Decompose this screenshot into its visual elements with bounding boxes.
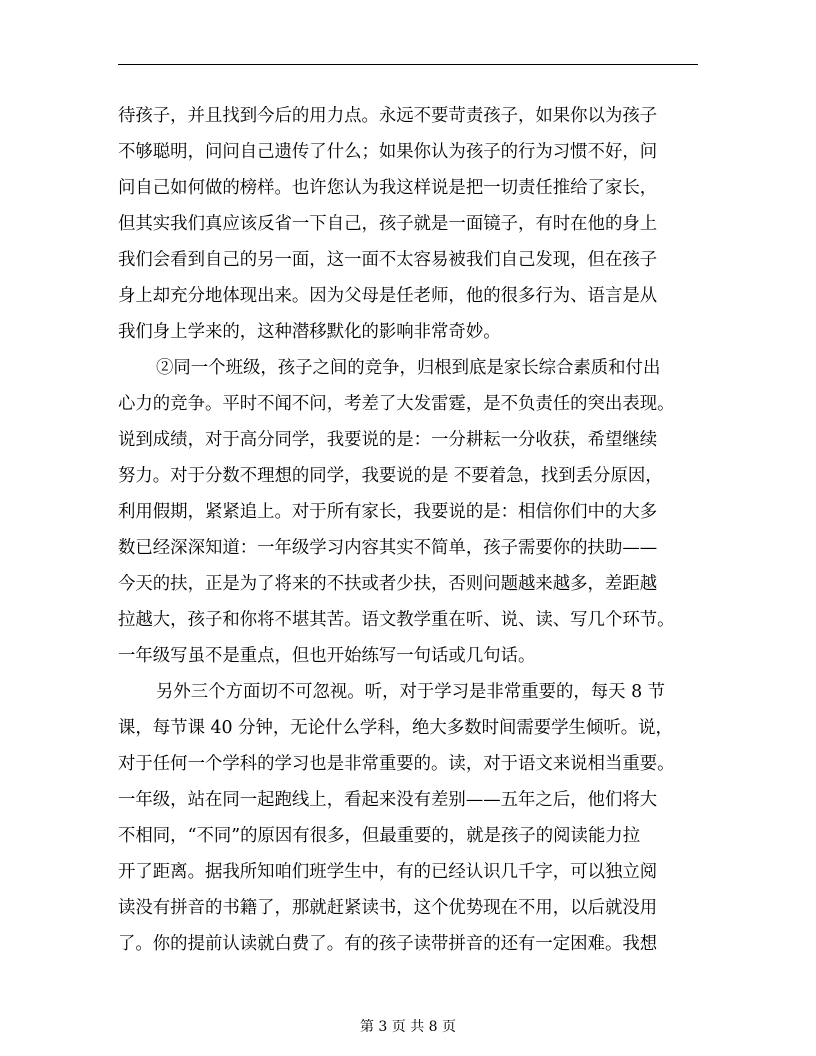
- text-line: 我们身上学来的，这种潜移默化的影响非常奇妙。: [118, 322, 501, 342]
- text-line: 我们会看到自己的另一面，这一面不太容易被我们自己发现，但在孩子: [118, 250, 658, 270]
- text-line: 利用假期，紧紧追上。对于所有家长，我要说的是：相信你们中的大多: [118, 502, 658, 522]
- paragraph-first-line: 另外三个方面切不可忽视。听，对于学习是非常重要的，每天 8 节: [156, 682, 666, 702]
- text-line: 今天的扶，正是为了将来的不扶或者少扶，否则问题越来越多，差距越: [118, 574, 658, 594]
- text-line: 读没有拼音的书籍了，那就赶紧读书，这个优势现在不用，以后就没用: [118, 898, 658, 918]
- text-line: 拉越大，孩子和你将不堪其苦。语文教学重在听、说、读、写几个环节。: [118, 610, 675, 630]
- text-line: 待孩子，并且找到今后的用力点。永远不要苛责孩子，如果你以为孩子: [118, 106, 658, 126]
- text-line: 数已经深深知道：一年级学习内容其实不简单，孩子需要你的扶助——: [118, 538, 658, 558]
- text-line: 问自己如何做的榜样。也许您认为我这样说是把一切责任推给了家长，: [118, 178, 658, 198]
- text-line: 不相同，“不同”的原因有很多，但最重要的，就是孩子的阅读能力拉: [118, 826, 641, 846]
- text-line: 身上却充分地体现出来。因为父母是任老师，他的很多行为、语言是从: [118, 286, 658, 306]
- text-line: 不够聪明，问问自己遗传了什么；如果你认为孩子的行为习惯不好，问: [118, 142, 658, 162]
- paragraph-first-line: ②同一个班级，孩子之间的竞争，归根到底是家长综合素质和付出: [156, 358, 661, 378]
- text-line: 了。你的提前认读就白费了。有的孩子读带拼音的还有一定困难。我想: [118, 934, 658, 954]
- text-line: 课，每节课 40 分钟，无论什么学科，绝大多数时间需要学生倾听。说，: [118, 718, 673, 738]
- text-line: 一年级写虽不是重点，但也开始练写一句话或几句话。: [118, 646, 536, 666]
- text-line: 但其实我们真应该反省一下自己，孩子就是一面镜子，有时在他的身上: [118, 214, 658, 234]
- header-rule: [118, 64, 698, 65]
- text-line: 心力的竞争。平时不闻不问，考差了大发雷霆，是不负责任的突出表现。: [118, 394, 675, 414]
- page-number-footer: 第 3 页 共 8 页: [359, 1019, 457, 1035]
- text-line: 一年级，站在同一起跑线上，看起来没有差别——五年之后，他们将大: [118, 790, 658, 810]
- text-line: 努力。对于分数不理想的同学，我要说的是 不要着急，找到丢分原因，: [118, 466, 663, 486]
- text-line: 对于任何一个学科的学习也是非常重要的。读，对于语文来说相当重要。: [118, 754, 675, 774]
- text-line: 开了距离。据我所知咱们班学生中，有的已经认识几千字，可以独立阅: [118, 862, 658, 882]
- text-line: 说到成绩，对于高分同学，我要说的是：一分耕耘一分收获，希望继续: [118, 430, 658, 450]
